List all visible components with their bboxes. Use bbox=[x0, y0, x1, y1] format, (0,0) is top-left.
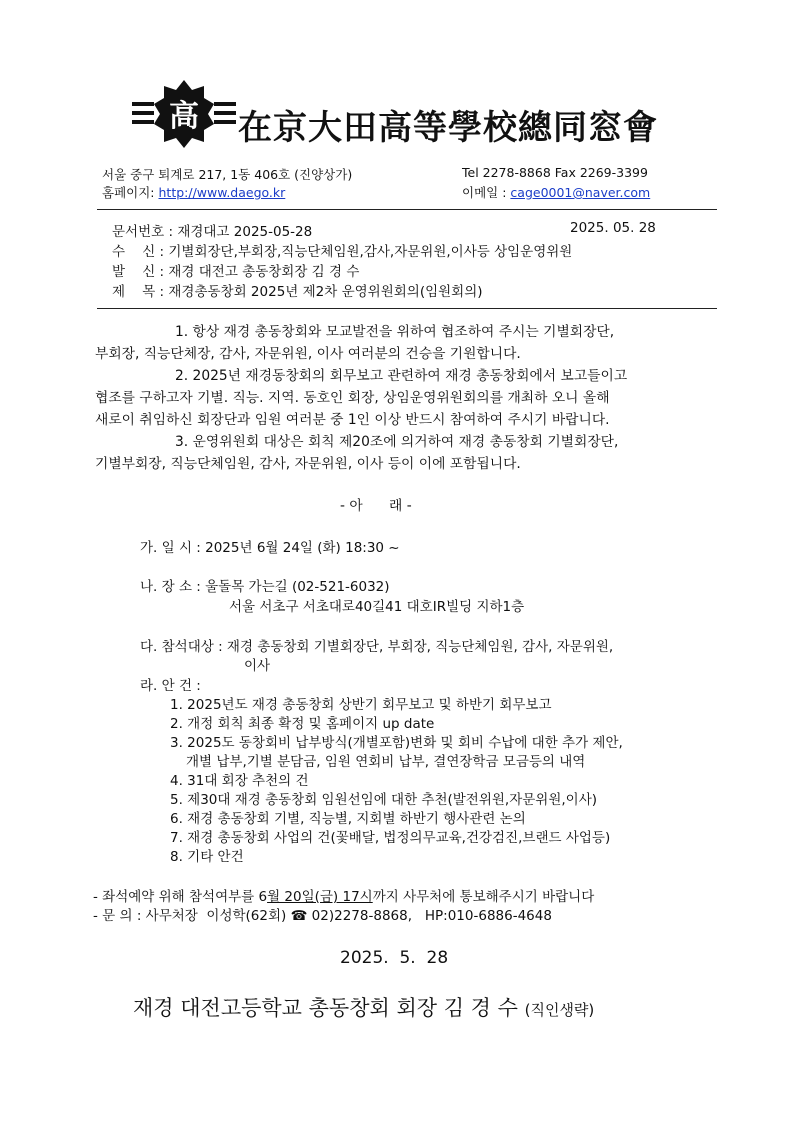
meeting-place: 나. 장 소 : 울돌목 가는길 (02-521-6032) bbox=[140, 579, 390, 595]
email-link[interactable]: cage0001@naver.com bbox=[510, 185, 651, 200]
subject-label: 제 목 bbox=[112, 284, 156, 300]
agenda-item-continuation: 개별 납부,기별 분담금, 임원 연회비 납부, 결연장학금 모금등의 내역 bbox=[186, 754, 586, 770]
sender-row: 발 신 : 재경 대전고 총동창회장 김 경 수 bbox=[112, 264, 360, 280]
recipient: 기별회장단,부회장,직능단체임원,감사,자문위원,이사등 상임운영위원 bbox=[168, 244, 573, 260]
meeting-time: 가. 일 시 : 2025년 6월 24일 (화) 18:30 ~ bbox=[140, 540, 400, 556]
rsvp-deadline: 월 20일(금) 17시 bbox=[267, 889, 373, 905]
agenda-label: 라. 안 건 : bbox=[140, 678, 201, 694]
paragraph-2-line-3: 새로이 취임하신 회장단과 임원 여러분 중 1인 이상 반드시 참여하여 주시기 바랍니다. bbox=[95, 412, 610, 428]
email-row bbox=[462, 183, 650, 201]
address: 서울 중구 퇴계로 217, 1동 406호 (진양상가) bbox=[102, 167, 353, 182]
agenda-item: 6. 재경 총동창회 기별, 직능별, 지회별 하반기 행사관련 논의 bbox=[170, 811, 526, 827]
homepage-label: 홈페이지: bbox=[102, 185, 155, 200]
agenda-item: 3. 2025도 동창회비 납부방식(개별포함)변화 및 회비 수납에 대한 추가 제안, bbox=[170, 735, 623, 751]
closing-date: 2025. 5. 28 bbox=[340, 948, 449, 968]
rsvp-suffix: 까지 사무처에 통보해주시기 바랍니다 bbox=[372, 889, 595, 905]
meta-divider bbox=[97, 308, 717, 309]
agenda-item: 2. 개정 회칙 최종 확정 및 홈페이지 up date bbox=[170, 716, 435, 732]
header-divider bbox=[97, 209, 717, 210]
paragraph-3-line-1: 3. 운영위원회 대상은 회칙 제20조에 의거하여 재경 총동창회 기별회장단, bbox=[175, 434, 619, 450]
signature-line bbox=[133, 992, 594, 1022]
rsvp-prefix: - 좌석예약 위해 참석여부를 6 bbox=[93, 889, 268, 905]
paragraph-1-line-1: 1. 항상 재경 총동창회와 모교발전을 위하여 협조하여 주시는 기별회장단, bbox=[175, 324, 615, 340]
agenda-item: 7. 재경 총동창회 사업의 건(꽃배달, 법정의무교육,건강검진,브랜드 사업등) bbox=[170, 830, 611, 846]
email-label: 이메일 : bbox=[462, 185, 507, 200]
recipient-row: 수 신 : 기별회장단,부회장,직능단체임원,감사,자문위원,이사등 상임운영위원 bbox=[112, 244, 573, 260]
rsvp-notice bbox=[93, 885, 594, 905]
meeting-address: 서울 서초구 서초대로40길41 대호IR빌딩 지하1층 bbox=[229, 599, 525, 615]
doc-number-row: 문서번호 : 재경대고 2025-05-28 bbox=[112, 224, 313, 240]
paragraph-3-line-2: 기별부회장, 직능단체임원, 감사, 자문위원, 이사 등이 이에 포함됩니다. bbox=[95, 456, 521, 472]
paragraph-2-line-1: 2. 2025년 재경동창회의 회무보고 관련하여 재경 총동창회에서 보고들이고 bbox=[175, 368, 628, 384]
agenda-item: 5. 제30대 재경 총동창회 임원선임에 대한 추천(발전위원,자문위원,이사) bbox=[170, 792, 598, 808]
contact-info: - 문 의 : 사무처장 이성학(62회) ☎ 02)2278-8868, HP:010-6886-4648 bbox=[93, 908, 552, 924]
school-logo bbox=[130, 76, 238, 150]
doc-number: 재경대고 2025-05-28 bbox=[177, 224, 313, 240]
doc-number-label: 문서번호 bbox=[112, 224, 165, 240]
agenda-item: 1. 2025년도 재경 총동창회 상반기 회무보고 및 하반기 회무보고 bbox=[170, 697, 552, 713]
paragraph-2-line-2: 협조를 구하고자 기별. 직능. 지역. 동호인 회장, 상임운영위원회의를 개최하 오니 올해 bbox=[95, 390, 610, 406]
sender: 재경 대전고 총동창회장 김 경 수 bbox=[168, 264, 360, 280]
homepage-row bbox=[102, 183, 285, 201]
org-title: 在京大田高等學校總同窓會 bbox=[238, 108, 658, 148]
recipient-label: 수 신 bbox=[112, 244, 156, 260]
signature: 재경 대전고등학교 총동창회 회장 김 경 수 bbox=[133, 996, 518, 1020]
agenda-item: 8. 기타 안건 bbox=[170, 849, 244, 865]
subject: 재경총동창회 2025년 제2차 운영위원회의(임원회의) bbox=[168, 284, 483, 300]
agenda-item: 4. 31대 회장 추천의 건 bbox=[170, 773, 309, 789]
seal-omitted-note: (직인생략) bbox=[524, 1001, 595, 1019]
attendees-line-1: 다. 참석대상 : 재경 총동창회 기별회장단, 부회장, 직능단체임원, 감사, 자문위원, bbox=[140, 639, 614, 655]
doc-date: 2025. 05. 28 bbox=[570, 220, 656, 236]
attendees-line-2: 이사 bbox=[244, 658, 271, 674]
homepage-link[interactable]: http://www.daego.kr bbox=[158, 185, 286, 200]
sender-label: 발 신 bbox=[112, 264, 156, 280]
phone-fax: Tel 2278-8868 Fax 2269-3399 bbox=[462, 165, 648, 180]
logo-char: 高 bbox=[169, 99, 199, 134]
notice-heading: - 아 래 - bbox=[340, 498, 412, 514]
subject-row: 제 목 : 재경총동창회 2025년 제2차 운영위원회의(임원회의) bbox=[112, 284, 483, 300]
paragraph-1-line-2: 부회장, 직능단체장, 감사, 자문위원, 이사 여러분의 건승을 기원합니다. bbox=[95, 346, 521, 362]
